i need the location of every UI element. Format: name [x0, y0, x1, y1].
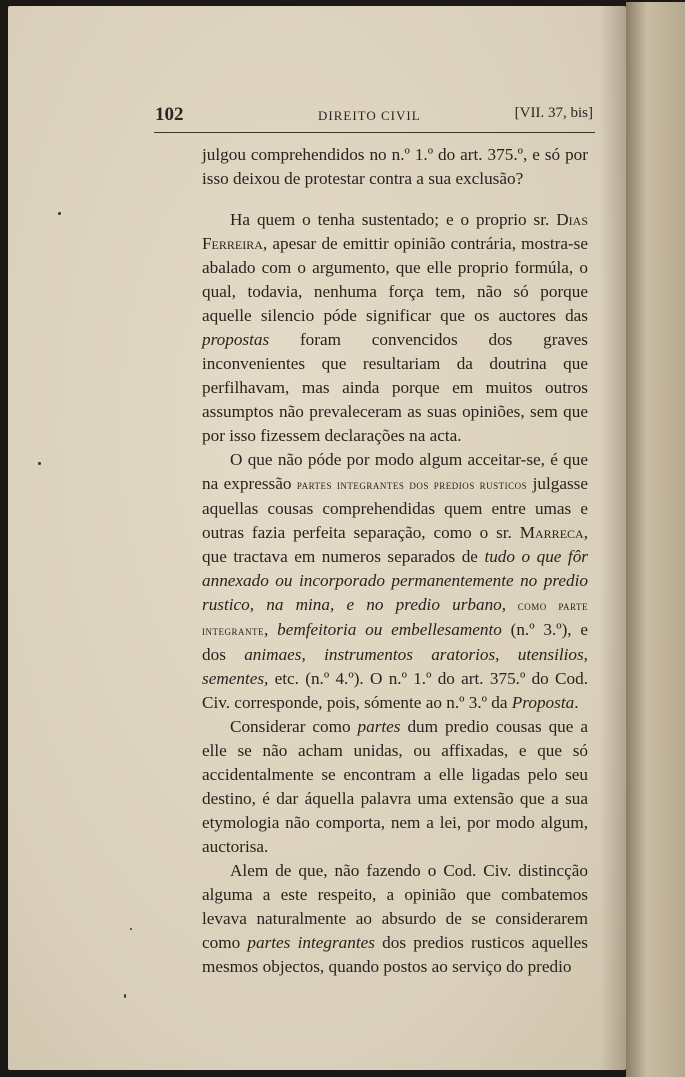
text-run: , apesar de emittir opinião contrária, mostra-se abalado com o argumento, que elle proprio formúla, o qual, todavia, nenhuma força tem, não só porque aquelle silencio póde significar que os auctores das: [202, 234, 588, 325]
facing-page-edge: [626, 2, 685, 1077]
italic-term: Proposta: [511, 693, 575, 712]
italic-term: partes: [357, 717, 401, 736]
text-run: (n.º 3.º), e dos: [202, 620, 588, 664]
smallcaps-term: partes integrantes dos predios rusticos: [296, 477, 528, 492]
paper-speck: [38, 462, 41, 465]
page-number: 102: [155, 104, 184, 125]
text-run: julgou comprehendidos no n.º 1.º do art. 375.º, e só por isso deixou de protestar contra a sua exclusão?: [202, 145, 588, 188]
text-run: , que tractava em numeros separados de: [202, 523, 588, 566]
italic-term: partes integrantes: [247, 933, 375, 952]
text-run: julgasse aquellas cousas comprehendidas quem entre umas e outras fazia perfeita separação, como o sr.: [202, 474, 588, 542]
paragraph-4: [202, 715, 588, 859]
paragraph-1: [202, 143, 588, 191]
italic-term: animaes, instrumentos aratorios, utensilios, sementes,: [202, 645, 588, 688]
text-run: foram convencidos dos graves inconvenientes que resultariam da doutrina que perfilhavam, mas ainda porque em muitos outros assumptos não prevaleceram as suas opiniões, sem que por isso fizessem declarações na acta.: [202, 330, 588, 445]
paragraph-2: [202, 208, 588, 448]
paragraph-3: [202, 448, 588, 715]
italic-term: propostas: [202, 330, 270, 349]
text-run: .: [574, 693, 579, 712]
text-run: dum predio cousas que a elle se não acham unidas, ou affixadas, e que só accidentalmente se encontram a elle ligadas pelo seu destino, é dar áquella palavra uma extensão que a sua etymologia não comporta, nem a lei, por modo algum, auctorisa.: [202, 717, 588, 856]
text-run: ,: [264, 620, 278, 639]
text-run: Considerar como: [230, 717, 358, 736]
text-run: dos predios rusticos aquelles mesmos objectos, quando postos ao serviço do predio: [202, 933, 588, 976]
paper-speck: [130, 928, 132, 930]
paper-speck: [58, 212, 61, 215]
text-run: Alem de que, não fazendo o Cod. Civ. distincção alguma a este respeito, a opinião que combatemos levava naturalmente ao absurdo de se considerarem como: [202, 861, 588, 952]
smallcaps-term: como parte integrante: [202, 598, 589, 638]
text-run: etc. (n.º 4.º). O n.º 1.º do art. 375.º do Cod. Civ. corresponde, pois, sómente ao n.º 3.º da: [202, 669, 588, 712]
running-header: [153, 104, 593, 128]
text-run: Ha quem o tenha sustentado; e o proprio sr.: [230, 210, 557, 229]
italic-term: bemfeitoria ou embellesamento: [277, 620, 502, 639]
text-run: O que não póde por modo algum acceitar-se, é que na expressão: [202, 450, 588, 493]
header-rule: [154, 132, 595, 133]
paragraph-5: [202, 859, 588, 979]
author-name: Dias Ferreira: [202, 210, 588, 253]
body-text: [202, 143, 588, 979]
running-title: DIREITO CIVIL: [318, 108, 421, 123]
italic-quote: tudo o que fôr annexado ou incorporado permanentemente no predio rustico, na mina, e no predio urbano,: [202, 547, 588, 614]
author-name: Marreca: [519, 523, 584, 542]
paper-speck: [124, 994, 126, 998]
section-reference: [VII. 37, bis]: [514, 105, 593, 121]
